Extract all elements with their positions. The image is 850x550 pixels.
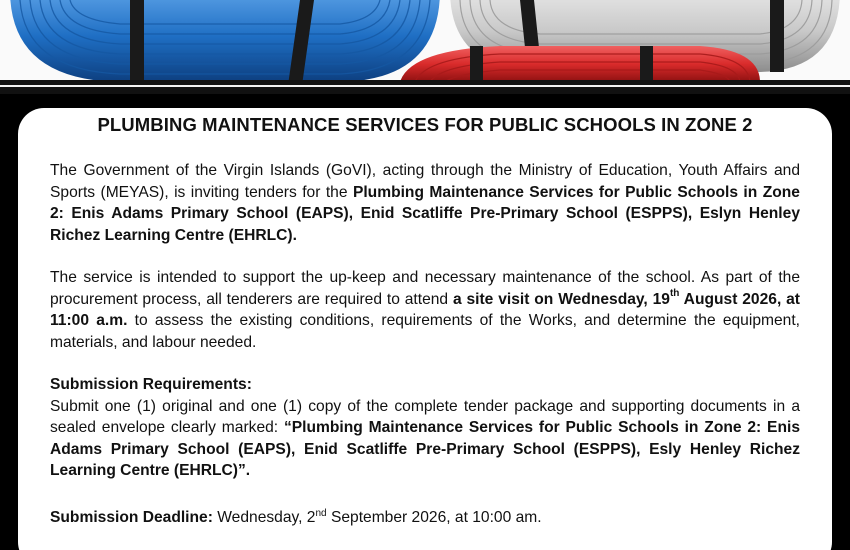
site-visit-rest: to assess the existing conditions, requirements of the Works, and determine the equipment, materials, and labour needed.	[50, 312, 800, 351]
deadline-date-a: Wednesday, 2	[212, 508, 316, 526]
site-visit-date-b: August 2026, at 11:00 a.m.	[50, 290, 800, 329]
submission-heading: Submission Requirements:	[50, 376, 252, 393]
deadline-label: Submission Deadline:	[50, 508, 213, 526]
red-pipe-coil	[400, 46, 760, 80]
deadline-date-b: September 2026, at 10:00 am.	[326, 508, 542, 526]
submission-marking: “Plumbing Maintenance Services for Public Schools in Zone 2: Enis Adams Primary School (EAPS), Enid Scatliffe Pre-Primary School (ESPPS), Esly Henley Richez Learning Centre (EHRLC)”.	[50, 419, 800, 479]
site-visit-date-a: a site visit on Wednesday, 19	[452, 290, 670, 308]
intro-text: The Government of the Virgin Islands (GoVI), acting through the Ministry of Education, Youth Affairs and Sports (MEYAS), is inviting tenders for the	[50, 162, 800, 201]
deadline-line	[50, 503, 800, 529]
notice-card	[18, 108, 832, 550]
intro-paragraph	[50, 160, 800, 246]
submission-paragraph	[50, 396, 800, 482]
divider-band	[0, 80, 850, 94]
blue-pipe-coil	[10, 0, 440, 80]
site-visit-paragraph	[50, 267, 800, 353]
intro-bold-text: Plumbing Maintenance Services for Public Schools in Zone 2: Enis Adams Primary School (EAPS), Enid Scatliffe Pre-Primary School (ESPPS), Eslyn Henley Richez Learning Centre (EHRLC).	[50, 183, 800, 244]
deadline-sup: nd	[315, 507, 327, 519]
header-photo-pipes	[0, 0, 850, 80]
notice-title: PLUMBING MAINTENANCE SERVICES FOR PUBLIC SCHOOLS IN ZONE 2	[97, 114, 753, 135]
site-visit-date-sup: th	[669, 288, 680, 300]
site-visit-text: The service is intended to support the up-keep and necessary maintenance of the school. As part of the procurement process, all tenderers are required to attend	[50, 269, 800, 308]
pipe-coils-image	[0, 0, 850, 80]
submission-text: Submit one (1) original and one (1) copy of the complete tender package and supporting documents in a sealed envelope clearly marked:	[50, 397, 800, 436]
